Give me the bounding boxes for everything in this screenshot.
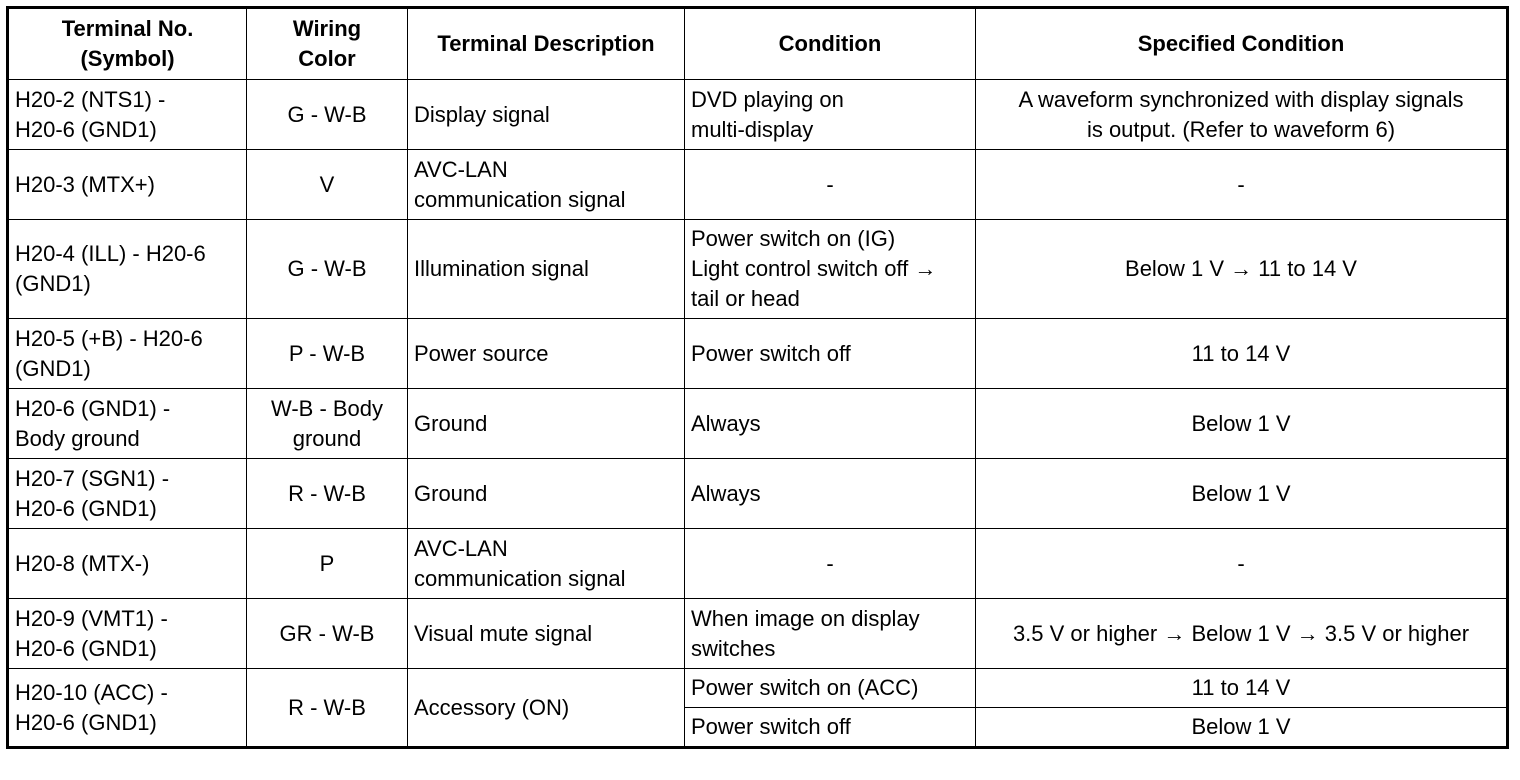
table-row xyxy=(8,220,1508,319)
cell-description xyxy=(408,220,685,319)
cell-text-line: AVC-LAN xyxy=(414,156,508,182)
cell-text-line: communication signal xyxy=(414,565,626,591)
cell-text-line: 11 to 14 V xyxy=(1191,340,1291,366)
header-wiring-color xyxy=(247,8,408,80)
table-row xyxy=(8,669,1508,708)
cell-text-line: P - W-B xyxy=(288,340,366,366)
header-terminal-description xyxy=(408,8,685,80)
cell-text-line: G - W-B xyxy=(287,256,367,281)
cell-terminal xyxy=(8,389,247,459)
cell-text-line: ground xyxy=(292,425,362,451)
cell-text-line: communication signal xyxy=(414,186,626,212)
cell-text-line: multi-display xyxy=(691,116,814,142)
cell-text-line: Ground xyxy=(414,480,488,506)
cell-condition xyxy=(685,708,976,748)
cell-specified-condition xyxy=(976,708,1508,748)
header-condition xyxy=(685,8,976,80)
cell-text-line: Always xyxy=(691,480,761,506)
cell-text-line: G - W-B xyxy=(287,101,367,127)
cell-text-line: Below 1 V → 11 to 14 V xyxy=(1125,256,1357,281)
cell-text-line: AVC-LAN xyxy=(414,535,508,561)
table-row xyxy=(8,459,1508,529)
cell-condition xyxy=(685,599,976,669)
cell-text-line: Light control switch off → xyxy=(691,256,937,281)
cell-text-line: H20-10 (ACC) - xyxy=(15,679,168,705)
cell-text-line: H20-9 (VMT1) - xyxy=(15,605,168,631)
cell-specified-condition xyxy=(976,80,1508,150)
cell-text-line: Wiring xyxy=(292,16,362,41)
cell-text-line: - xyxy=(826,550,834,576)
cell-text-line: Below 1 V xyxy=(1191,410,1291,436)
cell-text-line: H20-6 (GND1) xyxy=(15,635,157,661)
cell-text-line: H20-5 (+B) - H20-6 xyxy=(15,325,203,351)
cell-text-line: Below 1 V xyxy=(1191,714,1291,739)
cell-condition xyxy=(685,529,976,599)
cell-specified-condition xyxy=(976,669,1508,708)
cell-text-line: H20-7 (SGN1) - xyxy=(15,465,170,491)
table-row xyxy=(8,389,1508,459)
cell-description xyxy=(408,319,685,389)
cell-wiring-color xyxy=(247,80,408,150)
cell-text-line: H20-6 (GND1) xyxy=(15,709,157,735)
cell-text-line: W-B - Body xyxy=(270,395,384,421)
cell-text-line: Always xyxy=(691,410,761,436)
cell-wiring-color xyxy=(247,319,408,389)
cell-description xyxy=(408,150,685,220)
cell-text-line: H20-3 (MTX+) xyxy=(15,171,155,197)
cell-wiring-color xyxy=(247,389,408,459)
cell-wiring-color xyxy=(247,459,408,529)
cell-description xyxy=(408,669,685,748)
table-row xyxy=(8,319,1508,389)
cell-condition xyxy=(685,669,976,708)
cell-text-line: Illumination signal xyxy=(414,256,589,281)
cell-specified-condition xyxy=(976,599,1508,669)
cell-text-line: (GND1) xyxy=(15,355,91,381)
cell-text-line: Below 1 V xyxy=(1191,480,1291,506)
cell-terminal xyxy=(8,150,247,220)
cell-text-line: H20-6 (GND1) xyxy=(15,495,157,521)
cell-text-line: Power switch off xyxy=(691,340,851,366)
cell-text-line: Condition xyxy=(778,31,882,56)
cell-wiring-color xyxy=(247,669,408,748)
terminal-spec-table xyxy=(6,6,1509,749)
cell-text-line: Body ground xyxy=(15,425,140,451)
table-row xyxy=(8,150,1508,220)
cell-wiring-color xyxy=(247,599,408,669)
cell-condition xyxy=(685,389,976,459)
cell-text-line: R - W-B xyxy=(288,480,366,506)
table-row xyxy=(8,599,1508,669)
cell-condition xyxy=(685,80,976,150)
cell-text-line: Accessory (ON) xyxy=(414,694,570,720)
cell-condition xyxy=(685,220,976,319)
cell-text-line: (GND1) xyxy=(15,271,91,296)
cell-text-line: H20-2 (NTS1) - xyxy=(15,86,166,112)
cell-terminal xyxy=(8,459,247,529)
cell-terminal xyxy=(8,220,247,319)
cell-description xyxy=(408,459,685,529)
cell-terminal xyxy=(8,80,247,150)
terminal-spec-sheet xyxy=(6,6,1509,749)
cell-text-line: Power switch on (ACC) xyxy=(691,675,919,700)
cell-text-line: tail or head xyxy=(691,286,800,311)
cell-specified-condition xyxy=(976,220,1508,319)
cell-text-line: is output. (Refer to waveform 6) xyxy=(1086,116,1396,142)
cell-text-line: H20-8 (MTX-) xyxy=(15,550,150,576)
table-row xyxy=(8,529,1508,599)
cell-description xyxy=(408,80,685,150)
cell-text-line: Power source xyxy=(414,340,549,366)
cell-wiring-color xyxy=(247,220,408,319)
cell-wiring-color xyxy=(247,150,408,220)
header-row xyxy=(8,8,1508,80)
cell-text-line: - xyxy=(826,171,834,197)
cell-text-line: H20-4 (ILL) - H20-6 xyxy=(15,241,206,266)
cell-text-line: Terminal No. xyxy=(61,16,194,41)
cell-specified-condition xyxy=(976,319,1508,389)
cell-wiring-color xyxy=(247,529,408,599)
cell-text-line: - xyxy=(1237,171,1245,197)
cell-text-line: Ground xyxy=(414,410,488,436)
cell-specified-condition xyxy=(976,389,1508,459)
cell-text-line: P xyxy=(319,550,335,576)
cell-specified-condition xyxy=(976,529,1508,599)
table-row xyxy=(8,80,1508,150)
cell-text-line: R - W-B xyxy=(288,694,366,720)
cell-terminal xyxy=(8,669,247,748)
cell-text-line: Power switch off xyxy=(691,714,851,739)
cell-text-line: H20-6 (GND1) - xyxy=(15,395,171,421)
cell-text-line: Display signal xyxy=(414,101,550,127)
cell-specified-condition xyxy=(976,150,1508,220)
cell-description xyxy=(408,599,685,669)
cell-condition xyxy=(685,150,976,220)
cell-text-line: 3.5 V or higher → Below 1 V → 3.5 V or higher xyxy=(1012,620,1470,646)
cell-text-line: 11 to 14 V xyxy=(1191,675,1291,700)
cell-text-line: Specified Condition xyxy=(1137,31,1345,56)
cell-specified-condition xyxy=(976,459,1508,529)
cell-terminal xyxy=(8,529,247,599)
cell-text-line: H20-6 (GND1) xyxy=(15,116,157,142)
cell-text-line: DVD playing on xyxy=(691,86,844,112)
cell-text-line: (Symbol) xyxy=(80,46,175,71)
cell-terminal xyxy=(8,599,247,669)
header-terminal-no xyxy=(8,8,247,80)
cell-text-line: switches xyxy=(691,635,776,661)
cell-text-line: Power switch on (IG) xyxy=(691,226,896,251)
cell-condition xyxy=(685,459,976,529)
cell-text-line: A waveform synchronized with display signals xyxy=(1018,86,1464,112)
cell-terminal xyxy=(8,319,247,389)
cell-text-line: Visual mute signal xyxy=(414,620,593,646)
cell-description xyxy=(408,529,685,599)
header-specified-condition xyxy=(976,8,1508,80)
cell-text-line: Terminal Description xyxy=(437,31,655,56)
cell-description xyxy=(408,389,685,459)
cell-condition xyxy=(685,319,976,389)
cell-text-line: Color xyxy=(298,46,356,71)
cell-text-line: When image on display xyxy=(691,605,920,631)
cell-text-line: - xyxy=(1237,550,1245,576)
cell-text-line: GR - W-B xyxy=(279,620,375,646)
cell-text-line: V xyxy=(319,171,335,197)
